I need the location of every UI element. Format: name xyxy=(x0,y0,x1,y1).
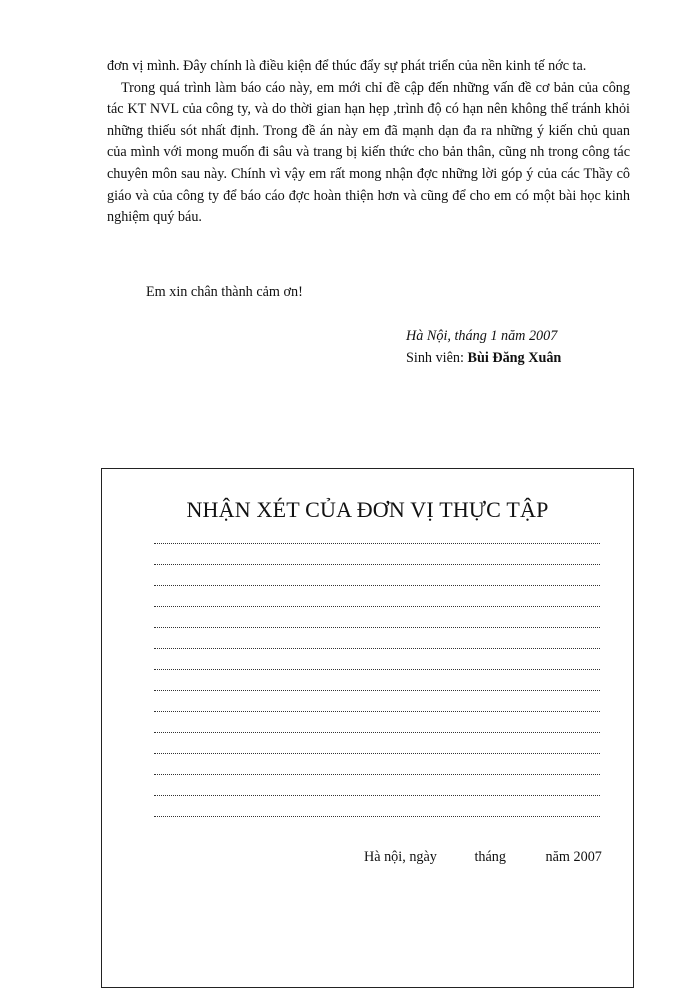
review-line xyxy=(154,669,600,670)
letter-body xyxy=(107,56,630,229)
review-date-place: Hà nội, ngày xyxy=(364,849,437,865)
review-line xyxy=(154,711,600,712)
signature-block xyxy=(406,326,561,369)
internship-review-box xyxy=(101,468,634,988)
review-date-line xyxy=(364,849,602,866)
review-line xyxy=(154,816,600,817)
review-line xyxy=(154,774,600,775)
thanks-line: Em xin chân thành cảm ơn! xyxy=(146,284,303,300)
review-line xyxy=(154,648,600,649)
paragraph-conclusion: đơn vị mình. Đây chính là điều kiện để thúc đẩy sự phát triển của nền kinh tế nớc ta. xyxy=(107,58,587,74)
signature-place-date: Hà Nội, tháng 1 năm 2007 xyxy=(406,328,558,344)
signature-name: Bùi Đăng Xuân xyxy=(467,349,562,366)
paragraph-apology: Trong quá trình làm báo cáo này, em mới chỉ đề cập đến những vấn đề cơ bản của công tác KT NVL của công ty, và do thời gian hạn hẹp ,trình độ có hạn nên không thể tránh khỏi những thiếu sót nhất định. Trong đề án này em đã mạnh dạn đa ra những ý kiến chủ quan của mình với mong muốn đi sâu và trang bị kiến thức cho bản thân, cũng nh trong công tác chuyên môn sau này. Chính vì vậy em rất mong nhận đợc những lời góp ý của các Thầy cô giáo và của công ty để báo cáo đợc hoàn thiện hơn và cũng để cho em có một bài học kinh nghiệm quý báu. xyxy=(107,79,630,226)
review-line xyxy=(154,564,600,565)
review-line xyxy=(154,732,600,733)
review-line xyxy=(154,753,600,754)
review-date-year: năm 2007 xyxy=(545,849,602,865)
review-line xyxy=(154,543,600,544)
review-line xyxy=(154,585,600,586)
signature-student-line xyxy=(406,348,561,370)
review-line xyxy=(154,690,600,691)
review-date-month: tháng xyxy=(474,849,506,865)
review-title: NHẬN XÉT CỦA ĐƠN VỊ THỰC TẬP xyxy=(186,497,549,522)
review-line xyxy=(154,606,600,607)
review-line xyxy=(154,627,600,628)
review-line xyxy=(154,795,600,796)
signature-role: Sinh viên: xyxy=(406,349,464,366)
